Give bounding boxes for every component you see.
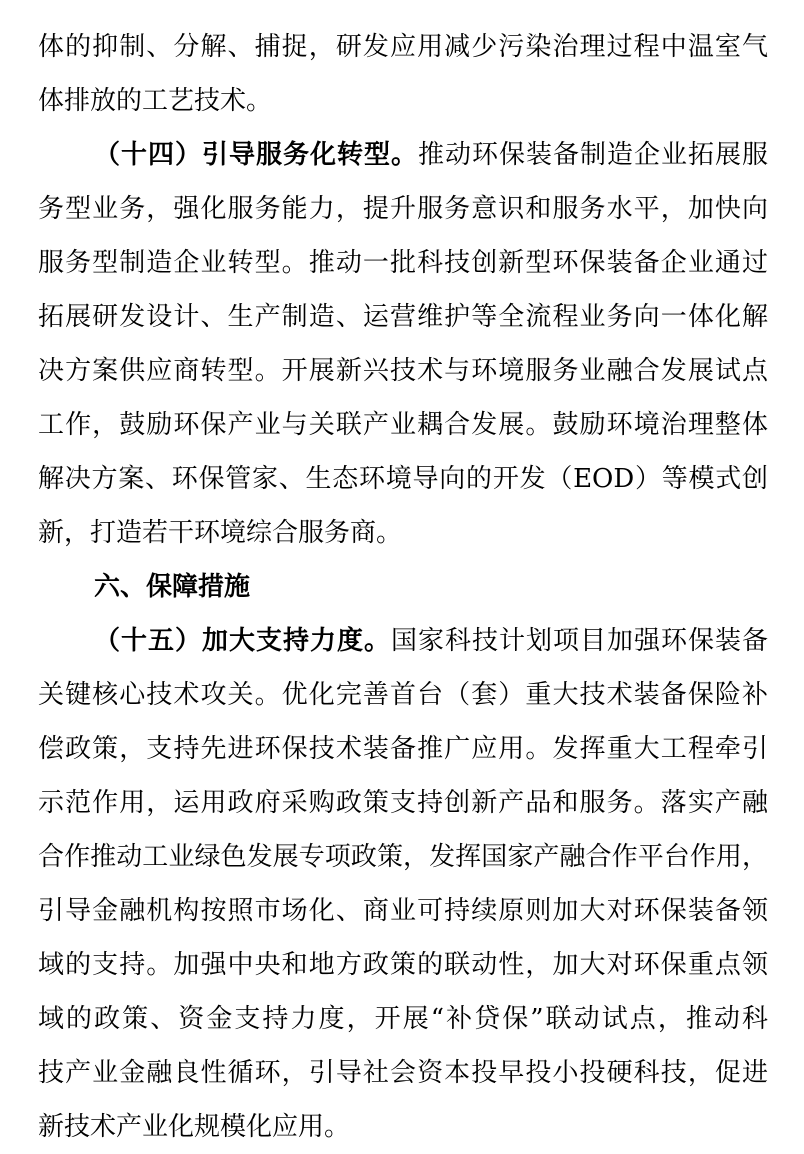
paragraph-line: 引导金融机构按照市场化、商业可持续原则加大对环保装备领 xyxy=(38,896,768,926)
paragraph-line: 域的政策、资金支持力度，开展“补贷保”联动试点，推动科 xyxy=(38,1004,768,1034)
paragraph-line: 关键核心技术攻关。优化完善首台（套）重大技术装备保险补 xyxy=(38,680,768,710)
section-14-heading: （十四）引导服务化转型。 xyxy=(94,140,418,170)
paragraph-line: 偿政策，支持先进环保技术装备推广应用。发挥重大工程牵引 xyxy=(38,734,768,764)
paragraph-line: 工作，鼓励环保产业与关联产业耦合发展。鼓励环境治理整体 xyxy=(38,410,768,440)
paragraph-line: 解决方案、环保管家、生态环境导向的开发（EOD）等模式创 xyxy=(38,464,768,494)
paragraph-line: 拓展研发设计、生产制造、运营维护等全流程业务向一体化解 xyxy=(38,302,768,332)
chapter-heading: 六、保障措施 xyxy=(94,572,251,602)
paragraph-text: 国家科技计划项目加强环保装备 xyxy=(391,626,768,656)
paragraph-line: 域的支持。加强中央和地方政策的联动性，加大对环保重点领 xyxy=(38,950,768,980)
paragraph-line: 新，打造若干环境综合服务商。 xyxy=(38,518,403,548)
section-15-first-line xyxy=(38,614,768,668)
paragraph-line: 体排放的工艺技术。 xyxy=(38,86,273,116)
paragraph-line: 服务型制造企业转型。推动一批科技创新型环保装备企业通过 xyxy=(38,248,768,278)
paragraph-line: 技产业金融良性循环，引导社会资本投早投小投硬科技，促进 xyxy=(38,1058,768,1088)
paragraph-line: 体的抑制、分解、捕捉，研发应用减少污染治理过程中温室气 xyxy=(38,32,768,62)
paragraph-line: 合作推动工业绿色发展专项政策，发挥国家产融合作平台作用， xyxy=(38,842,768,872)
paragraph-line: 务型业务，强化服务能力，提升服务意识和服务水平，加快向 xyxy=(38,194,768,224)
section-14-first-line xyxy=(38,128,768,182)
paragraph-line: 新技术产业化规模化应用。 xyxy=(38,1112,351,1142)
paragraph-line: 示范作用，运用政府采购政策支持创新产品和服务。落实产融 xyxy=(38,788,768,818)
document-page xyxy=(38,20,768,1154)
section-15-heading: （十五）加大支持力度。 xyxy=(94,626,391,656)
paragraph-line: 决方案供应商转型。开展新兴技术与环境服务业融合发展试点 xyxy=(38,356,768,386)
paragraph-text: 推动环保装备制造企业拓展服 xyxy=(418,140,768,170)
